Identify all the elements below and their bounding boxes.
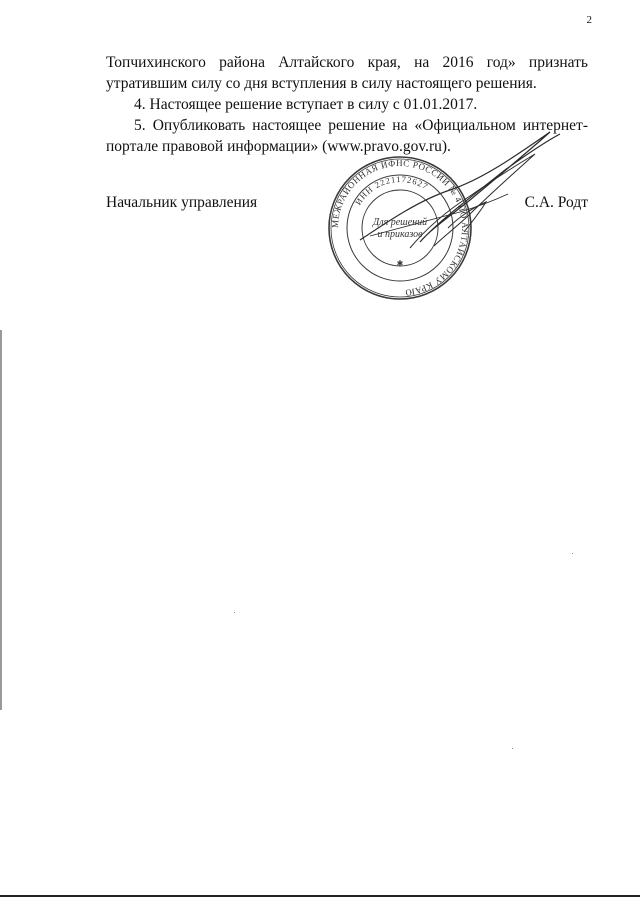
scan-speck: [572, 553, 573, 554]
stamp-center-line-1: Для решений: [372, 217, 428, 228]
page-number: 2: [586, 14, 592, 26]
stamp-center-line-2: и приказов: [377, 229, 423, 240]
paragraph-item-5: 5. Опубликовать настоящее решение на «Официальном интернет-портале правовой информации» (www.pravo.gov.ru).: [106, 117, 588, 155]
scan-edge-shadow: [0, 330, 2, 710]
stamp-outer-textpath: МЕЖРАЙОННАЯ ИФНС РОССИИ № 4 ПО АЛТАЙСКОМУ КРАЮ: [329, 157, 471, 298]
stamp-star-icon: ✱: [396, 259, 404, 268]
signature-stroke-1: [360, 132, 560, 242]
scan-speck: [512, 748, 513, 749]
signer-title: Начальник управления: [106, 194, 258, 211]
stamp-inn-textpath: ИНН 2221172627: [352, 173, 431, 207]
scan-bottom-edge: [0, 895, 640, 897]
scan-speck: [234, 612, 235, 613]
handwritten-signature: [330, 120, 570, 270]
paragraph-continuation: Топчихинского района Алтайского края, на 2016 год» признать утратившим силу со дня вступления в силу настоящего решения.: [106, 54, 588, 92]
paragraph-item-4: 4. Настоящее решение вступает в силу с 01.01.2017.: [134, 96, 478, 113]
signature-stroke-3: [370, 194, 508, 236]
signer-name: С.А. Родт: [524, 194, 588, 211]
